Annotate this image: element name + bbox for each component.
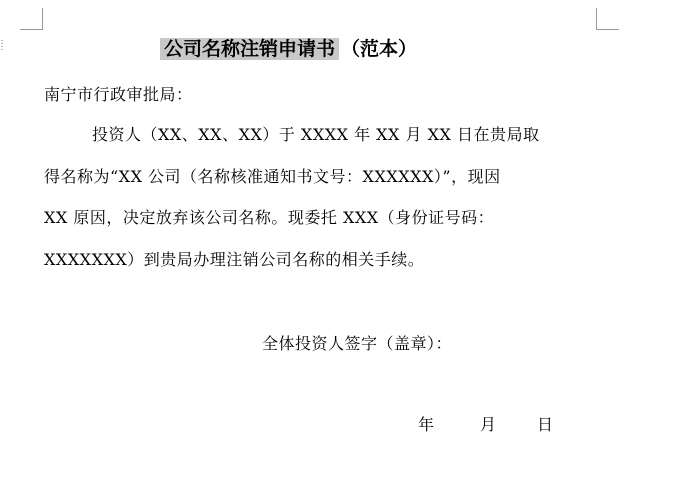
margin-mark-top-right — [596, 8, 597, 29]
signature-label[interactable]: 全体投资人签字（盖章）： — [262, 334, 453, 353]
margin-mark-top-left — [20, 29, 43, 30]
body-line-4[interactable]: XXXXXXX）到贵局办理注销公司名称的相关手续。 — [44, 250, 425, 269]
date-month: 月 — [480, 415, 497, 434]
title-selected-text[interactable]: 公司名称注销申请书 — [160, 38, 339, 60]
body-line-1[interactable]: 投资人（XX、XX、XX）于 XXXX 年 XX 月 XX 日在贵局取 — [92, 125, 540, 144]
date-line[interactable] — [418, 415, 553, 435]
body-line-3[interactable]: XX 原因，决定放弃该公司名称。现委托 XXX（身份证号码： — [44, 208, 495, 227]
margin-dots — [1, 40, 3, 50]
body-line-2[interactable]: 得名称为“XX 公司（名称核准通知书文号：XXXXXX）”，现因 — [44, 167, 501, 186]
date-day: 日 — [537, 415, 554, 434]
margin-mark-top-left — [42, 8, 43, 29]
title-suffix[interactable]: （范本） — [341, 38, 418, 60]
margin-mark-top-right — [596, 29, 619, 30]
addressee-line[interactable]: 南宁市行政审批局： — [44, 85, 193, 104]
document-title[interactable] — [160, 33, 417, 66]
date-year: 年 — [418, 415, 435, 434]
